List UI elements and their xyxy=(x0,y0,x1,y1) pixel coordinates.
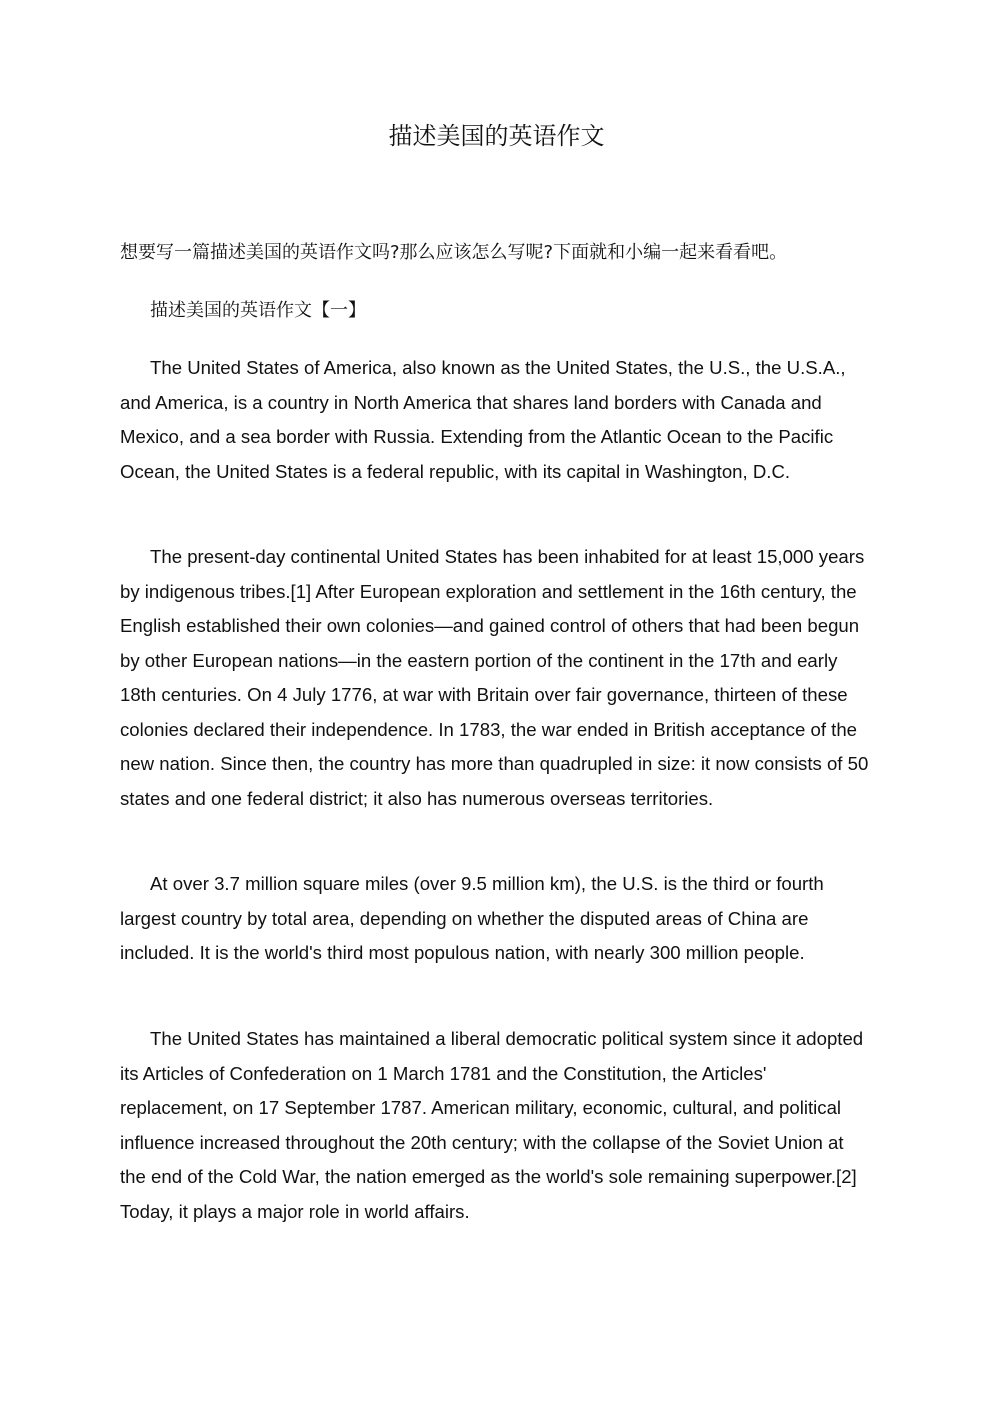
paragraph: The present-day continental United States has been inhabited for at least 15,000 years by indigenous tribes.[1] After European exploration and settlement in the 16th century, the English established their own colonies—and gained control of others that had been begun by other European nations—in the eastern portion of the continent in the 17th and early 18th centuries. On 4 July 1776, at war with Britain over fair governance, thirteen of these colonies declared their independence. In 1783, the war ended in British acceptance of the new nation. Since then, the country has more than quadrupled in size: it now consists of 50 states and one federal district; it also has numerous overseas territories. xyxy=(120,546,869,809)
intro-text: 想要写一篇描述美国的英语作文吗?那么应该怎么写呢?下面就和小编一起来看看吧。 xyxy=(120,242,788,263)
paragraph: At over 3.7 million square miles (over 9.5 million km), the U.S. is the third or fourth largest country by total area, depending on whether the disputed areas of China are included. It is the world's third most populous nation, with nearly 300 million people. xyxy=(120,873,824,963)
paragraph: The United States has maintained a liberal democratic political system since it adopted its Articles of Confederation on 1 March 1781 and the Constitution, the Articles' replacement, on 17 September 1787. American military, economic, cultural, and political influence increased throughout the 20th century; with the collapse of the Soviet Union at the end of the Cold War, the nation emerged as the world's sole remaining superpower.[2] Today, it plays a major role in world affairs. xyxy=(120,1028,864,1222)
paragraph: The United States of America, also known as the United States, the U.S., the U.S.A., and America, is a country in North America that shares land borders with Canada and Mexico, and a sea border with Russia. Extending from the Atlantic Ocean to the Pacific Ocean, the United States is a federal republic, with its capital in Washington, D.C. xyxy=(120,357,846,482)
document-title: 描述美国的英语作文 xyxy=(388,122,605,150)
section-heading: 描述美国的英语作文【一】 xyxy=(150,300,366,321)
